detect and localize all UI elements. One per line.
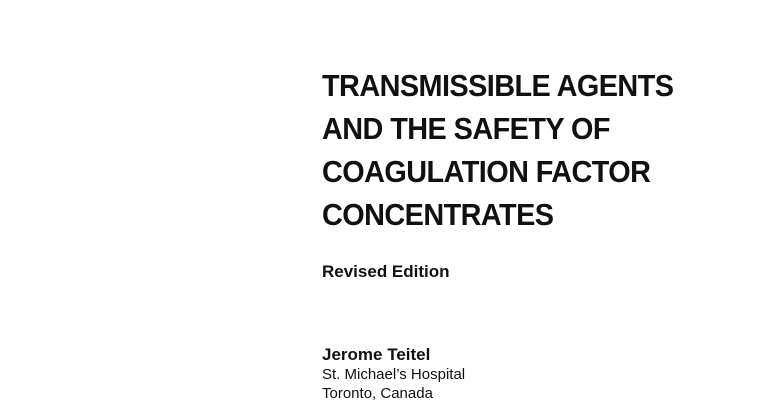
book-title-line-2: AND THE SAFETY OF: [322, 111, 610, 146]
author-block: [322, 344, 622, 403]
book-title: [322, 64, 762, 236]
author-name: Jerome Teitel: [322, 345, 431, 364]
book-title-line-3: COAGULATION FACTOR: [322, 154, 651, 189]
author-affiliation: St. Michael’s Hospital: [322, 366, 466, 383]
book-title-line-1: TRANSMISSIBLE AGENTS: [322, 68, 674, 103]
edition-label: Revised Edition: [322, 262, 450, 281]
author-location: Toronto, Canada: [322, 385, 433, 402]
book-title-line-4: CONCENTRATES: [322, 197, 554, 232]
